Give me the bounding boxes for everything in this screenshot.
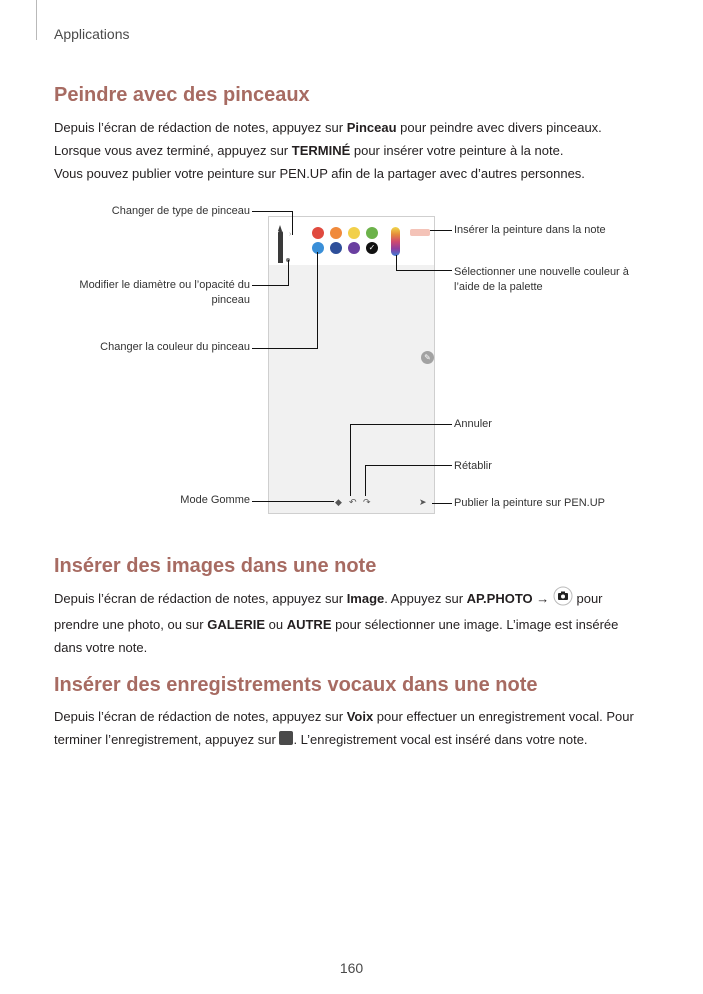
color-swatch xyxy=(330,227,342,239)
camera-icon xyxy=(553,586,573,613)
callout-brush-size: Modifier le diamètre ou l’opacité du pinceau xyxy=(79,279,250,306)
paragraph: Depuis l’écran de rédaction de notes, appuyez sur Voix pour effectuer un enregistrement vocal. Pour xyxy=(54,709,634,724)
page-number: 160 xyxy=(339,960,364,976)
paragraph: Depuis l’écran de rédaction de notes, appuyez sur Pinceau pour peindre avec divers pinceaux. xyxy=(54,120,602,135)
color-swatch xyxy=(366,227,378,239)
section-images-text xyxy=(54,586,618,659)
paragraph: prendre une photo, ou sur GALERIE ou AUTRE pour sélectionner une image. L’image est insérée xyxy=(54,617,619,632)
page-corner-mark xyxy=(36,0,37,40)
callout-redo: Rétablir xyxy=(454,460,492,472)
leader-line xyxy=(252,501,334,502)
paragraph: Lorsque vous avez terminé, appuyez sur TERMINÉ pour insérer votre peinture à la note. xyxy=(54,143,564,158)
section-header: Applications xyxy=(54,26,130,42)
callout-eraser: Mode Gomme xyxy=(180,494,250,506)
eraser-icon: ◆ xyxy=(335,497,342,507)
leader-line xyxy=(365,465,366,496)
phone-illustration xyxy=(268,216,435,514)
leader-line xyxy=(252,211,292,212)
callout-insert: Insérer la peinture dans la note xyxy=(454,224,606,236)
leader-line xyxy=(252,348,318,349)
section-paint-text xyxy=(54,116,602,185)
paragraph: Depuis l’écran de rédaction de notes, appuyez sur Image. Appuyez sur AP.PHOTO → pour xyxy=(54,586,618,613)
leader-line xyxy=(292,211,293,235)
paragraph: terminer l’enregistrement, appuyez sur . L’enregistrement vocal est inséré dans votre note. xyxy=(54,728,634,752)
color-swatch xyxy=(330,242,342,254)
leader-line xyxy=(365,465,452,466)
section-title-paint: Peindre avec des pinceaux xyxy=(54,84,310,106)
leader-line xyxy=(252,285,288,286)
paragraph: Vous pouvez publier votre peinture sur PEN.UP afin de la partager avec d’autres personnes. xyxy=(54,166,585,181)
redo-icon: ↷ xyxy=(363,497,371,507)
section-voice-text xyxy=(54,705,634,752)
callout-palette: Sélectionner une nouvelle couleur à l’aide de la palette xyxy=(454,266,629,293)
paragraph: dans votre note. xyxy=(54,640,148,655)
color-swatch xyxy=(348,242,360,254)
leader-line xyxy=(288,260,289,286)
color-swatch xyxy=(348,227,360,239)
color-swatch xyxy=(312,242,324,254)
done-button xyxy=(410,229,430,236)
section-title-images: Insérer des images dans une note xyxy=(54,555,377,577)
palette-icon xyxy=(391,227,400,256)
undo-icon: ↶ xyxy=(349,497,357,507)
brush-icon xyxy=(278,231,283,263)
leader-line xyxy=(350,424,452,425)
chevron-right-icon: › xyxy=(289,231,292,238)
brush-toolbar xyxy=(269,217,434,265)
leader-line xyxy=(350,424,351,496)
callout-brush-type: Changer de type de pinceau xyxy=(111,205,250,217)
color-swatch-selected: ✓ xyxy=(366,242,378,254)
send-icon: ➤ xyxy=(419,497,427,507)
leader-line xyxy=(432,503,452,504)
callout-undo: Annuler xyxy=(454,418,492,430)
pen-edit-icon: ✎ xyxy=(421,351,434,364)
leader-line xyxy=(396,255,397,271)
stop-icon xyxy=(279,729,293,752)
color-swatch xyxy=(312,227,324,239)
leader-line xyxy=(396,270,452,271)
section-title-voice: Insérer des enregistrements vocaux dans une note xyxy=(54,674,538,696)
callout-brush-color: Changer la couleur du pinceau xyxy=(100,341,250,353)
leader-line xyxy=(317,252,318,349)
leader-line xyxy=(430,230,452,231)
callout-publish: Publier la peinture sur PEN.UP xyxy=(454,497,606,509)
